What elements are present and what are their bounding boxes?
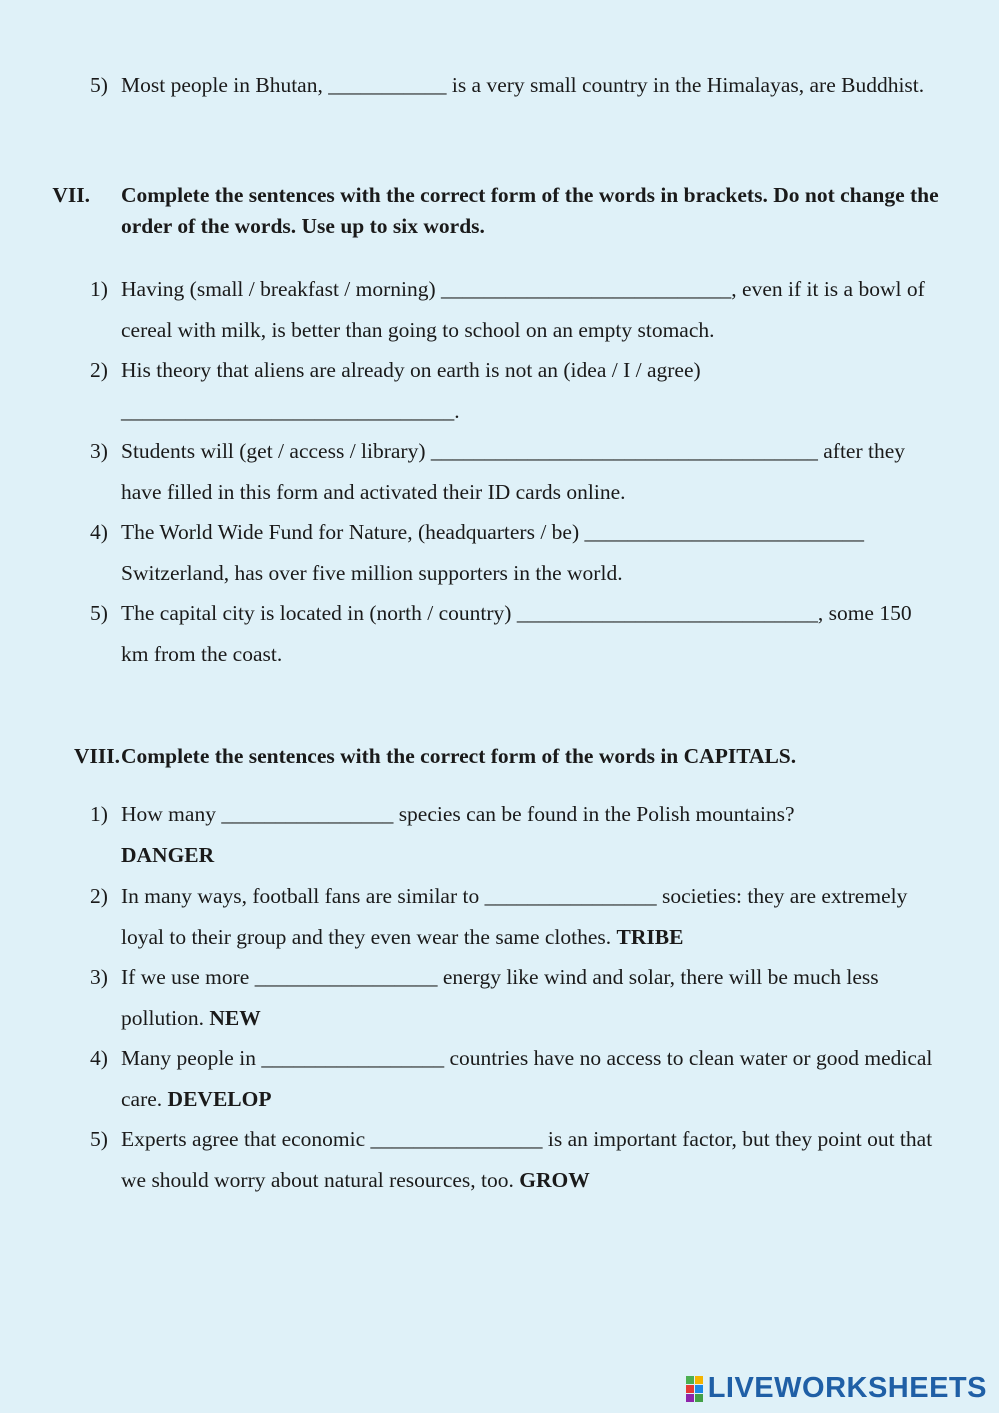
item-number: 2) [90,884,108,908]
item-text: Most people in Bhutan, ___________ is a very small country in the Himalayas, are Buddhist. [121,73,925,97]
item-number: 2) [90,358,108,382]
item-number: 5) [90,73,108,97]
logo-block [695,1394,703,1402]
section-numeral: VII. [52,183,90,207]
viii-item-5 [90,1119,940,1200]
item-number: 4) [90,520,108,544]
item-text: In many ways, football fans are similar to ________________ societies: they are extremely loyal to their group and they even wear the same clothes. [121,884,908,949]
section-vii-heading [40,180,940,242]
answer-blank: _______________________________. [121,398,460,423]
logo-block [695,1376,703,1384]
vii-item-1 [90,269,940,350]
item-text: His theory that aliens are already on earth is not an (idea / I / agree) [121,358,701,382]
item-text: Many people in _________________ countries have no access to clean water or good medical care. [121,1046,933,1111]
section-viii-heading [40,741,940,772]
viii-item-2 [90,876,940,957]
logo-block [686,1385,694,1393]
item-number: 3) [90,439,108,463]
viii-item-3 [90,957,940,1038]
viii-item-1 [90,794,940,875]
item-text: The capital city is located in (north / country) ____________________________, some 150 km from the coast. [121,601,912,666]
logo-mark-icon [686,1376,703,1402]
vii-item-2 [90,350,940,431]
item-text: Students will (get / access / library) ____________________________________ after they have filled in this form and activated their ID cards online. [121,439,906,504]
liveworksheets-logo[interactable] [686,1372,987,1405]
capital-keyword: DANGER [121,842,215,867]
section-instruction: Complete the sentences with the correct form of the words in CAPITALS. [121,744,797,768]
section-instruction: Complete the sentences with the correct form of the words in brackets. Do not change the order of the words. Use up to six words. [121,183,939,238]
logo-text: LIVEWORKSHEETS [707,1372,987,1404]
vii-item-4 [90,512,940,593]
item-number: 5) [90,601,108,625]
capital-keyword: NEW [209,1005,261,1030]
item-number: 5) [90,1127,108,1151]
logo-block [686,1394,694,1402]
logo-block [686,1376,694,1384]
item-number: 1) [90,802,108,826]
capital-keyword: GROW [519,1167,590,1192]
top-item-5 [90,65,940,106]
logo-block [695,1385,703,1393]
capital-keyword: TRIBE [616,924,684,949]
viii-item-4 [90,1038,940,1119]
item-text: If we use more _________________ energy like wind and solar, there will be much less pollution. [121,965,879,1030]
section-numeral: VIII. [73,744,120,768]
item-number: 3) [90,965,108,989]
item-number: 4) [90,1046,108,1070]
item-number: 1) [90,277,108,301]
vii-item-3 [90,431,940,512]
vii-item-5 [90,593,940,674]
item-text: The World Wide Fund for Nature, (headquarters / be) __________________________ Switzerland, has over five million supporters in the world. [121,520,864,585]
item-text: How many ________________ species can be found in the Polish mountains? [121,802,795,826]
capital-keyword: DEVELOP [167,1086,272,1111]
item-text: Having (small / breakfast / morning) ___________________________, even if it is a bowl of cereal with milk, is better than going to school on an empty stomach. [121,277,925,342]
item-text: Experts agree that economic ________________ is an important factor, but they point out that we should worry about natural resources, too. [121,1127,933,1192]
